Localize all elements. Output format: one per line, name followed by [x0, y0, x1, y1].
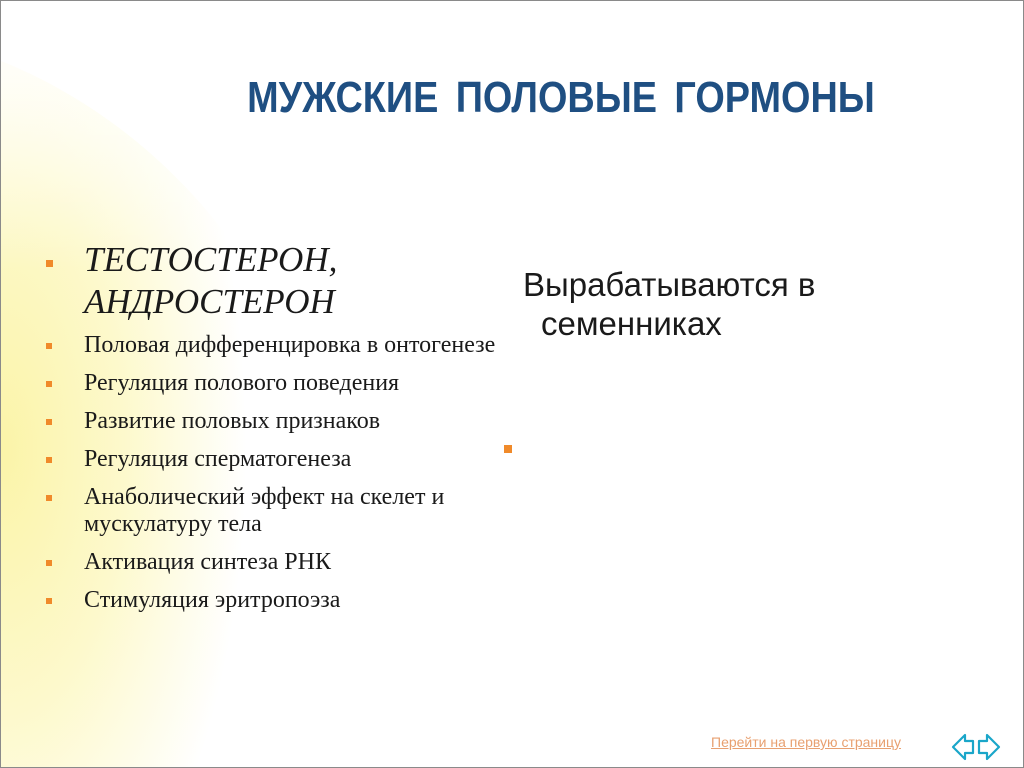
list-item — [43, 332, 513, 359]
production-site-text — [523, 265, 963, 343]
bullet-icon — [46, 495, 52, 501]
list-item-text: Активация синтеза РНК — [84, 549, 331, 575]
list-item-text: Развитие половых признаков — [84, 408, 381, 434]
slide-title: МУЖСКИЕ ПОЛОВЫЕ ГОРМОНЫ — [247, 73, 875, 122]
double-arrow-left-right-icon[interactable] — [951, 731, 1001, 763]
first-page-link[interactable]: Перейти на первую страницу — [711, 734, 901, 750]
list-item-text: Регуляция сперматогенеза — [84, 446, 352, 472]
empty-bullet-icon — [504, 445, 512, 453]
list-item-text: Стимуляция эритропоэза — [84, 587, 341, 613]
bullet-icon — [46, 343, 52, 349]
list-item — [43, 239, 513, 323]
bullet-icon — [46, 381, 52, 387]
list-item — [43, 446, 513, 473]
list-item-text: Половая дифференцировка в онтогенезе — [84, 332, 496, 358]
bullet-icon — [46, 560, 52, 566]
list-item-text: Регуляция полового поведения — [84, 370, 400, 396]
list-item-text: ТЕСТОСТЕРОН, АНДРОСТЕРОН — [84, 240, 338, 321]
bullet-icon — [46, 457, 52, 463]
production-site-line-1: Вырабатываются в — [523, 266, 816, 303]
list-item — [43, 370, 513, 397]
bullet-icon — [46, 598, 52, 604]
list-item — [43, 587, 513, 614]
production-site-line-2: семенниках — [541, 305, 722, 342]
list-item — [43, 408, 513, 435]
list-item-text: Анаболический эффект на скелет и мускулатуру тела — [84, 484, 445, 537]
bullet-icon — [46, 419, 52, 425]
list-item — [43, 549, 513, 576]
list-item — [43, 484, 513, 538]
bullet-icon — [46, 260, 53, 267]
hormone-effects-list — [43, 239, 513, 625]
